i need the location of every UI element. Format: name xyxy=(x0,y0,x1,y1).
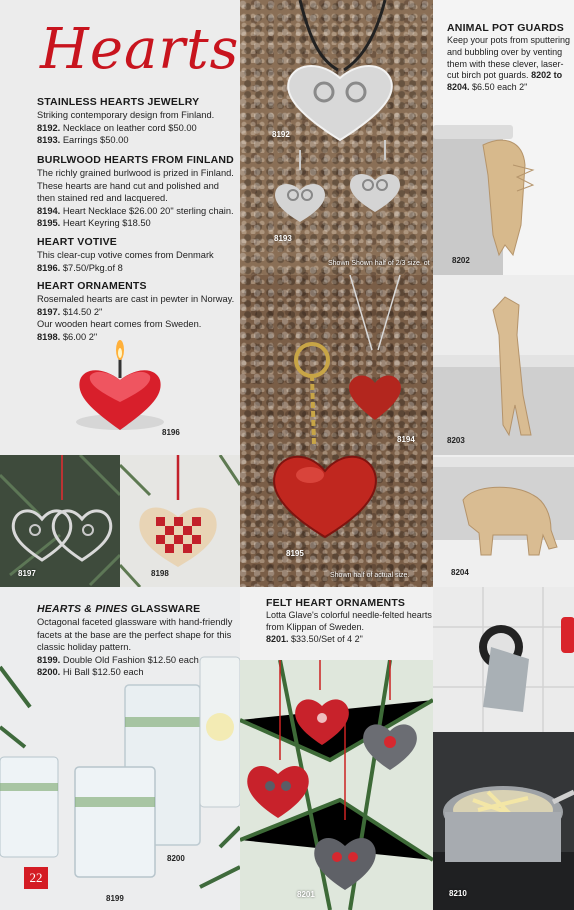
woven-heart-photo xyxy=(120,455,240,587)
ornaments-heading: HEART ORNAMENTS xyxy=(37,280,147,292)
burlwood-section xyxy=(37,154,237,230)
shown-size-caption-2: Shown half of actual size. xyxy=(330,572,410,579)
votive-desc: This clear-cup votive comes from Denmark xyxy=(37,250,214,260)
cooking-pot-photo xyxy=(433,732,574,910)
ornaments-item-2: 8198. $6.00 2" xyxy=(37,331,98,342)
label-8200: 8200 xyxy=(167,854,185,863)
glassware-heading: HEARTS & PINES GLASSWARE xyxy=(37,603,201,615)
felt-art xyxy=(240,660,433,910)
label-8198: 8198 xyxy=(151,569,169,578)
label-8194: 8194 xyxy=(397,435,415,444)
ornaments-section xyxy=(37,280,237,343)
pewter-hearts-photo xyxy=(0,455,120,587)
label-8192: 8192 xyxy=(272,130,290,139)
label-8201: 8201 xyxy=(297,890,315,899)
label-8195: 8195 xyxy=(286,549,304,558)
ornaments-desc-1: Rosemaled hearts are cast in pewter in Norway. xyxy=(37,294,235,304)
woven-art xyxy=(120,455,240,587)
pot-guard-croc-image xyxy=(433,115,574,275)
burlwood-art xyxy=(240,275,433,587)
glassware-desc: Octagonal faceted glassware with hand-friendly facets at the base are the perfect shape for this classic holiday pattern. xyxy=(37,617,233,652)
cooking-pot-art xyxy=(433,732,574,910)
label-8196: 8196 xyxy=(162,428,180,437)
glassware-panel xyxy=(0,587,240,910)
stainless-item-1: 8192. Necklace on leather cord $50.00 xyxy=(37,122,197,133)
burlwood-desc: The richly grained burlwood is prized in Finland. These hearts are hand cut and polished and then stained red and lacquered. xyxy=(37,168,234,203)
label-8204: 8204 xyxy=(451,568,469,577)
potguards-heading: ANIMAL POT GUARDS xyxy=(447,22,564,34)
ornaments-desc-2: Our wooden heart comes from Sweden. xyxy=(37,319,202,329)
potguards-section xyxy=(447,22,571,94)
ornaments-item-1: 8197. $14.50 2" xyxy=(37,306,103,317)
glassware-item-1: 8199. Double Old Fashion $12.50 each xyxy=(37,654,199,665)
stainless-section xyxy=(37,96,237,147)
label-8199: 8199 xyxy=(106,894,124,903)
stainless-jewelry-photo xyxy=(240,0,433,275)
felt-item: 8201. $33.50/Set of 4 2" xyxy=(266,633,363,644)
glassware-art xyxy=(0,587,240,910)
label-8203: 8203 xyxy=(447,436,465,445)
kitchen-tile-photo xyxy=(433,587,574,732)
pot-guard-elephant-photo xyxy=(433,455,574,587)
burlwood-item-1: 8194. Heart Necklace $26.00 20" sterling chain. xyxy=(37,205,234,216)
label-8202: 8202 xyxy=(452,256,470,265)
label-8193: 8193 xyxy=(274,234,292,243)
label-8210: 8210 xyxy=(449,889,467,898)
stainless-desc: Striking contemporary design from Finland. xyxy=(37,110,215,120)
page-title: Hearts xyxy=(40,17,240,82)
votive-section xyxy=(37,236,237,274)
pot-guard-giraffe-photo xyxy=(433,275,574,455)
votive-heading: HEART VOTIVE xyxy=(37,236,117,248)
hearts-intro-panel xyxy=(0,0,240,455)
felt-section xyxy=(266,597,432,645)
burlwood-heading: BURLWOOD HEARTS FROM FINLAND xyxy=(37,154,234,166)
potguards-desc: Keep your pots from sputtering and bubbling over by venting them with these clever, laser-cut birch pot guards. 8202 to 8204. $6.50 each 2" xyxy=(447,35,571,93)
glassware-item-2: 8200. Hi Ball $12.50 each xyxy=(37,667,144,677)
heart-votive-image xyxy=(72,340,172,440)
page-number: 22 xyxy=(24,867,48,889)
label-8197: 8197 xyxy=(18,569,36,578)
giraffe-art xyxy=(433,275,574,455)
burlwood-hearts-photo xyxy=(240,275,433,587)
felt-desc: Lotta Glave's colorful needle-felted hearts from Klippan of Sweden. xyxy=(266,610,432,632)
stainless-jewelry-art xyxy=(240,0,433,275)
burlwood-item-2: 8195. Heart Keyring $18.50 xyxy=(37,218,151,228)
stainless-heading: STAINLESS HEARTS JEWELRY xyxy=(37,96,200,108)
kitchen-tile-art xyxy=(433,587,574,732)
felt-heading: FELT HEART ORNAMENTS xyxy=(266,597,406,609)
pot-guards-panel xyxy=(433,0,574,275)
shown-size-caption-1: Shown Shown half of 2/3 size. ot xyxy=(328,260,430,267)
votive-item-1: 8196. $7.50/Pkg.of 8 xyxy=(37,262,123,273)
felt-hearts-panel xyxy=(240,587,433,910)
stainless-item-2: 8193. Earrings $50.00 xyxy=(37,135,129,145)
pewter-art xyxy=(0,455,120,587)
